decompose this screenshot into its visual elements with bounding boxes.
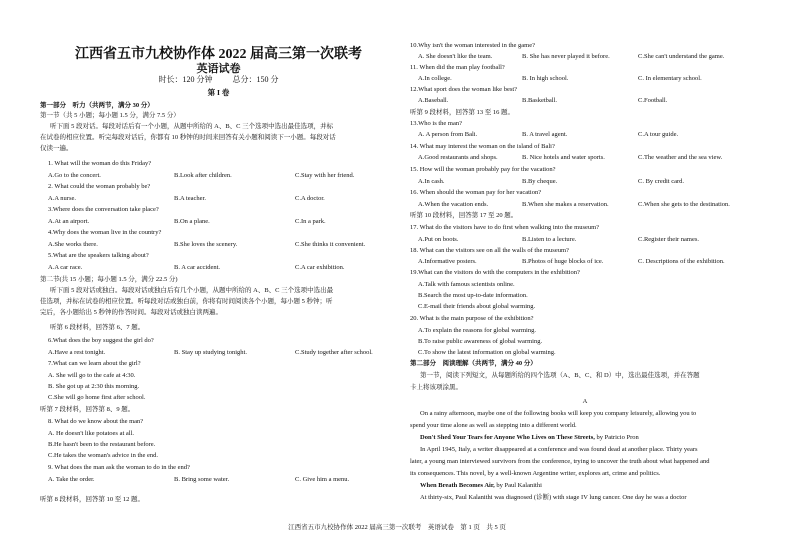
q1-option-c: C.Stay with her friend. — [295, 172, 355, 179]
part1-heading: 第一部分 听力（共两节，满分 30 分） — [40, 102, 154, 109]
q10-option-b: B. She has never played it before. — [522, 53, 610, 60]
question-12: 12.What sport does the woman like best? — [410, 86, 518, 93]
q16-option-a: A.When the vacation ends. — [418, 201, 489, 208]
material-8: 听第 8 段材料，回答第 10 至 12 题。 — [40, 496, 144, 503]
exam-title: 江西省五市九校协作体 2022 届高三第一次联考 — [75, 47, 362, 62]
q8-option-c: C.He takes the woman's advice in the end. — [48, 452, 159, 459]
q12-option-b: B.Basketball. — [522, 97, 558, 104]
q5-option-b: B. A car accident. — [174, 264, 221, 271]
section1-instr-1: 听下面 5 段对话。每段对话后有一个小题，从题中所给的 A、B、C 三个选项中选出最佳选项，并标 — [50, 123, 334, 130]
q19-option-a: A.Talk with famous scientists online. — [418, 281, 515, 288]
question-2: 2. What could the woman probably be? — [48, 183, 151, 190]
section2-heading: 第二节(共 15 小题；每小题 1.5 分，满分 22.5 分) — [40, 276, 178, 283]
q9-option-c: C. Give him a menu. — [295, 476, 350, 483]
material-9: 听第 9 段材料，回答第 13 至 16 题。 — [410, 109, 514, 116]
q11-option-b: B. In high school. — [522, 75, 569, 82]
page-footer: 江西省五市九校协作体 2022 届高三第一次联考 英语试卷 第 1 页 共 5 页 — [288, 524, 506, 531]
q4-option-a: A.She works there. — [48, 241, 98, 248]
q15-option-b: B.By cheque. — [522, 178, 558, 185]
question-4: 4.Why does the woman live in the country? — [48, 229, 162, 236]
q8-option-a: A. He doesn't like potatoes at all. — [48, 430, 135, 437]
q13-option-a: A. A person from Bali. — [418, 131, 478, 138]
material-6: 听第 6 段材料，回答第 6、7 题。 — [50, 324, 145, 331]
book1-title: Don't Shed Your Tears for Anyone Who Lives on These Streets, — [420, 434, 595, 441]
q15-option-c: C. By credit card. — [638, 178, 685, 185]
section2-instr-2: 佳选项，并标在试卷的相应位置。听每段对话或独白前，你将有时间阅读各个小题，每小题 5 秒钟；听 — [40, 298, 333, 305]
q14-option-b: B. Nice hotels and water sports. — [522, 154, 605, 161]
q4-option-c: C.She thinks it convenient. — [295, 241, 366, 248]
q6-option-a: A.Have a rest tonight. — [48, 349, 106, 356]
q9-option-b: B. Bring some water. — [174, 476, 230, 483]
q3-option-c: C.In a park. — [295, 218, 326, 225]
q12-option-a: A.Baseball. — [418, 97, 449, 104]
q2-option-a: A.A nurse. — [48, 195, 76, 202]
part2-heading: 第二部分 阅读理解（共两节，满分 40 分） — [410, 360, 537, 367]
question-14: 14. What may interest the woman on the island of Bali? — [410, 143, 555, 150]
q7-option-b: B. She got up at 2:30 this morning. — [48, 383, 140, 390]
section1-instr-3: 仅读一遍。 — [40, 145, 73, 152]
q19-option-b: B.Search the most up-to-date information. — [418, 292, 528, 299]
q2-option-b: B.A teacher. — [174, 195, 206, 202]
part2-instr-1: 第一节，阅读下列短文，从每题所给的四个选项（A、B、C、和 D）中，选出最佳选项，并在答题 — [420, 372, 700, 379]
question-10: 10.Why isn't the woman interested in the game? — [410, 42, 535, 49]
q1-option-a: A.Go to the concert. — [48, 172, 101, 179]
exam-subtitle: 英语试卷 — [196, 63, 241, 75]
q3-option-b: B.On a plane. — [174, 218, 210, 225]
q16-option-b: B.When she makes a reservation. — [522, 201, 609, 208]
q12-option-c: C.Football. — [638, 97, 668, 104]
part2-instr-2: 卡上将该项涂黑。 — [410, 384, 462, 391]
q18-option-c: C. Descriptions of the exhibition. — [638, 258, 725, 265]
question-19: 19.What can the visitors do with the computers in the exhibition? — [410, 269, 580, 276]
q20-option-a: A.To explain the reasons for global warming. — [418, 327, 536, 334]
volume-label: 第 I 卷 — [207, 88, 230, 97]
q6-option-b: B. Stay up studying tonight. — [174, 349, 247, 356]
book1-author: by Patricio Pron — [594, 434, 639, 441]
q7-option-c: C.She will go home first after school. — [48, 394, 146, 401]
book2-author: by Paul Kalanithi — [494, 482, 542, 489]
question-15: 15. How will the woman probably pay for the vacation? — [410, 166, 556, 173]
passage-intro-1: On a rainy afternoon, maybe one of the following books will keep you company leisurely, allowing you to — [420, 410, 697, 417]
book2-title: When Breath Becomes Air, — [420, 482, 495, 489]
q20-option-c: C.To show the latest information on global warming. — [418, 349, 556, 356]
q1-option-b: B.Look after children. — [174, 172, 232, 179]
q8-option-b: B.He hasn't been to the restaurant before. — [48, 441, 156, 448]
book1-heading — [420, 434, 639, 442]
passage-letter: A — [582, 398, 588, 405]
material-10: 听第 10 段材料，回答第 17 至 20 题。 — [410, 212, 518, 219]
q16-option-c: C.When she gets to the destination. — [638, 201, 730, 208]
q19-option-c: C.E-mail their friends about global warming. — [418, 303, 536, 310]
question-20: 20. What is the main purpose of the exhibition? — [410, 315, 534, 322]
question-9: 9. What does the man ask the woman to do in the end? — [48, 464, 190, 471]
question-8: 8. What do we know about the man? — [48, 418, 144, 425]
question-11: 11. When did the man play football? — [410, 64, 505, 71]
question-17: 17. What do the visitors have to do first when walking into the museum? — [410, 224, 600, 231]
q14-option-c: C.The weather and the sea view. — [638, 154, 723, 161]
q17-option-a: A.Put on boots. — [418, 236, 459, 243]
section2-instr-3: 完后，各小题给出 5 秒钟的作答时间。每段对话或独白读两遍。 — [40, 309, 222, 316]
q3-option-a: A.At an airport. — [48, 218, 90, 225]
exam-time: 时长：120 分钟 — [158, 75, 213, 84]
section2-instr-1: 听下面 5 段对话或独白。每段对话或独白后有几个小题，从题中所给的 A、B、C 三个选项中选出最 — [50, 287, 334, 294]
q18-option-a: A.Informative posters. — [418, 258, 477, 265]
q7-option-a: A. She will go to the cafe at 4:30. — [48, 372, 136, 379]
q5-option-a: A.A car race. — [48, 264, 83, 271]
section1-heading: 第一节（共 5 小题；每小题 1.5 分，满分 7.5 分） — [40, 112, 180, 119]
q13-option-c: C.A tour guide. — [638, 131, 679, 138]
book1-text-1: In April 1945, Italy, a writer disappeared at a conference and was found dead at another place. Thirty years — [420, 446, 698, 453]
section1-instr-2: 在试卷的相应位置。听完每段对话后，你都有 10 秒钟的时间来回答有关小题和阅读下一小题。每段对话 — [40, 134, 336, 141]
q15-option-a: A.In cash. — [418, 178, 445, 185]
q11-option-c: C. In elementary school. — [638, 75, 702, 82]
q13-option-b: B. A travel agent. — [522, 131, 568, 138]
q4-option-b: B.She loves the scenery. — [174, 241, 238, 248]
q17-option-c: C.Register their names. — [638, 236, 700, 243]
q14-option-a: A.Good restaurants and shops. — [418, 154, 498, 161]
q10-option-c: C.She can't understand the game. — [638, 53, 725, 60]
question-16: 16. When should the woman pay for her vacation? — [410, 189, 542, 196]
question-18: 18. What can the visitors see on all the walls of the museum? — [410, 247, 569, 254]
q6-option-c: C.Study together after school. — [295, 349, 373, 356]
material-7: 听第 7 段材料，回答第 8、9 题。 — [40, 406, 135, 413]
book2-text-1: At thirty-six, Paul Kalanithi was diagnosed (诊断) with stage IV lung cancer. One day he was a doctor — [420, 494, 687, 501]
book2-heading — [420, 482, 542, 490]
q17-option-b: B.Listen to a lecture. — [522, 236, 577, 243]
question-1: 1. What will the woman do this Friday? — [48, 160, 152, 167]
question-13: 13.Who is the man? — [410, 120, 462, 127]
q10-option-a: A. She doesn't like the team. — [418, 53, 493, 60]
question-7: 7.What can we learn about the girl? — [48, 360, 141, 367]
q5-option-c: C.A car exhibition. — [295, 264, 345, 271]
q2-option-c: C.A doctor. — [295, 195, 325, 202]
exam-score: 总分：150 分 — [232, 75, 279, 84]
question-5: 5.What are the speakers talking about? — [48, 252, 149, 259]
q18-option-b: B.Photos of huge blocks of ice. — [522, 258, 604, 265]
question-6: 6.What does the boy suggest the girl do? — [48, 337, 154, 344]
book1-text-2: later, a young man interviewed survivors from the conference, trying to uncover the truth about what happened and — [410, 458, 710, 465]
q9-option-a: A. Take the order. — [48, 476, 95, 483]
q20-option-b: B.To raise public awareness of global warming. — [418, 338, 543, 345]
book1-text-3: its consequences. This novel, by a well-known Argentine writer, explores art, crime and politics. — [410, 470, 661, 477]
q11-option-a: A.In college. — [418, 75, 452, 82]
question-3: 3.Where does the conversation take place? — [48, 206, 159, 213]
passage-intro-2: spend your time alone as well as stepping into a different world. — [410, 422, 577, 429]
